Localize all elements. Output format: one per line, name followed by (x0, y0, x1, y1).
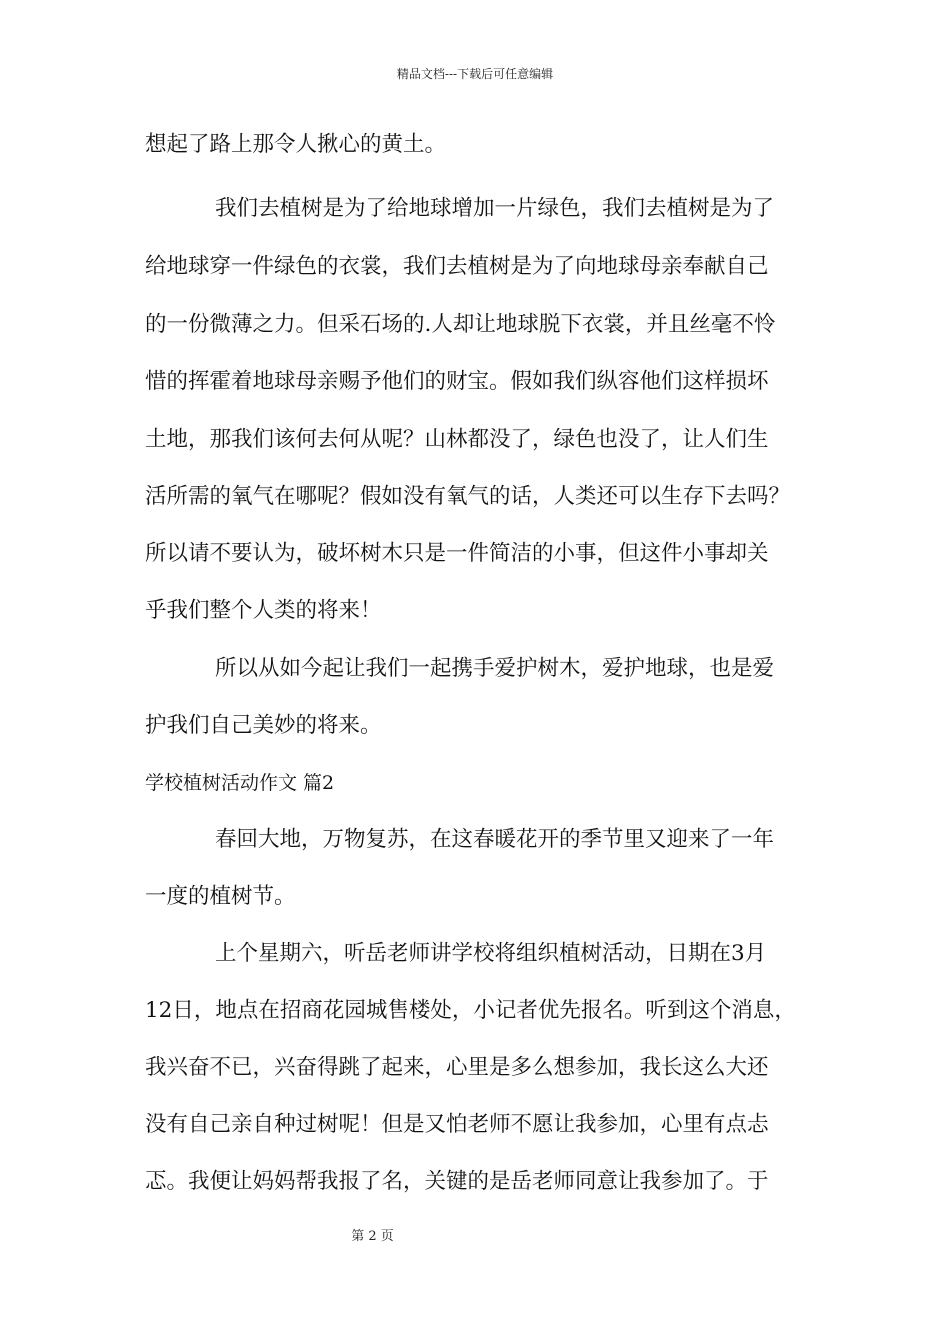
paragraph-line: 我们去植树是为了给地球增加一片绿色，我们去植树是为了 (215, 196, 775, 221)
paragraph-line: 12日，地点在招商花园城售楼处，小记者优先报名。听到这个消息， (145, 998, 796, 1023)
paragraph-line: 乎我们整个人类的将来！ (145, 598, 382, 623)
paragraph-line: 想起了路上那令人揪心的黄土。 (145, 132, 447, 157)
paragraph-line: 所以从如今起让我们一起携手爱护树木，爱护地球，也是爱 (215, 656, 775, 681)
paragraph-line: 惜的挥霍着地球母亲赐予他们的财宝。假如我们纵容他们这样损坏 (145, 369, 769, 394)
section-heading: 学校植树活动作文 篇2 (145, 772, 335, 794)
page-header: 精品文档---下载后可任意编辑 (396, 67, 554, 81)
page-number: 第 2 页 (351, 1229, 394, 1244)
paragraph-line: 的一份微薄之力。但采石场的.人却让地球脱下衣裳，并且丝毫不怜 (145, 312, 776, 337)
paragraph-line: 上个星期六，听岳老师讲学校将组织植树活动，日期在3月 (215, 941, 767, 966)
paragraph-line: 护我们自己美妙的将来。 (145, 713, 382, 738)
paragraph-line: 忑。我便让妈妈帮我报了名，关键的是岳老师同意让我参加了。于 (145, 1169, 769, 1194)
paragraph-line: 活所需的氧气在哪呢？假如没有氧气的话，人类还可以生存下去吗？ (145, 484, 791, 509)
paragraph-line: 一度的植树节。 (145, 884, 296, 909)
paragraph-line: 所以请不要认为，破坏树木只是一件简洁的小事，但这件小事却关 (145, 541, 769, 566)
paragraph-line: 给地球穿一件绿色的衣裳，我们去植树是为了向地球母亲奉献自己 (145, 254, 769, 279)
paragraph-line: 我兴奋不已，兴奋得跳了起来，心里是多么想参加，我长这么大还 (145, 1055, 769, 1080)
paragraph-line: 没有自己亲自种过树呢！但是又怕老师不愿让我参加，心里有点忐 (145, 1112, 769, 1137)
paragraph-line: 春回大地，万物复苏，在这春暖花开的季节里又迎来了一年 (215, 827, 775, 852)
paragraph-line: 土地，那我们该何去何从呢？山林都没了，绿色也没了，让人们生 (145, 427, 769, 452)
